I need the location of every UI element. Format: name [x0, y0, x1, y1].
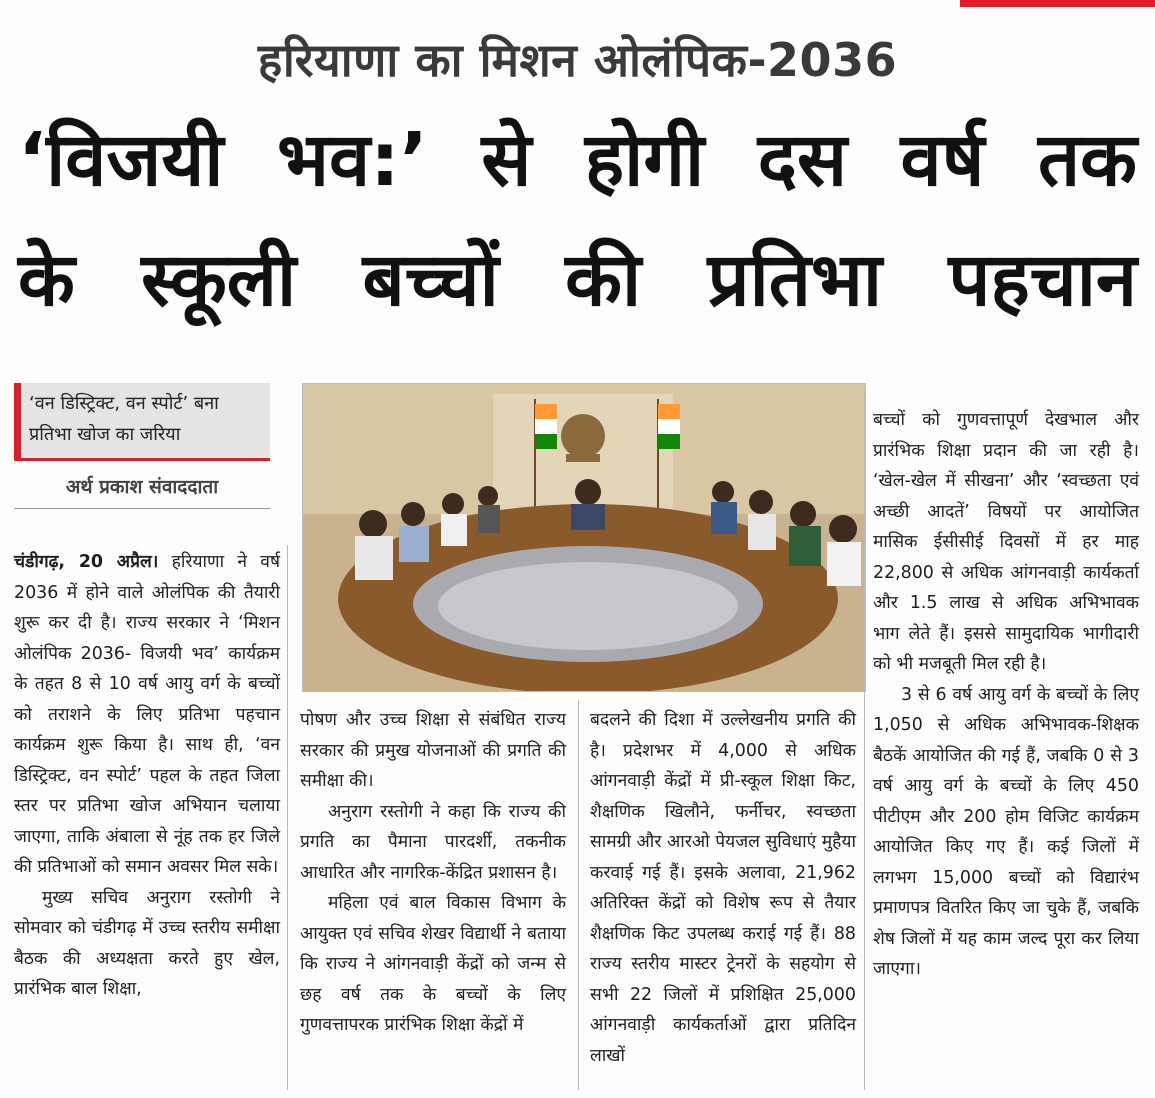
headline-line-2: के स्कूली बच्चों की प्रतिभा पहचान	[18, 237, 1137, 323]
article-text: हरियाणा ने वर्ष 2036 में होने वाले ओलंपिक की तैयारी शुरू कर दी है। राज्य सरकार ने ‘मिशन ओलंपिक 2036- विजयी भव’ कार्यक्रम के तहत 8 से 10 वर्ष आयु वर्ग के बच्चों को तराशने के लिए प्रतिभा पहचान कार्यक्रम शुरू किया है। साथ ही, ‘वन डिस्ट्रिक्ट, वन स्पोर्ट’ पहल के तहत जिला स्तर पर प्रतिभा खोज अभियान चलाया जाएगा, ताकि अंबाला से नूंह तक हर जिले की प्रतिभाओं को समान अवसर मिल सके।	[14, 552, 280, 877]
main-headline	[18, 100, 1137, 340]
article-paragraph: महिला एवं बाल विकास विभाग के आयुक्त एवं सचिव शेखर विद्यार्थी ने बताया कि राज्य ने आंगनवाड़ी केंद्रों को जन्म से छह वर्ष तक के बच्चों के लिए गुणवत्तापरक प्रारंभिक शिक्षा केंद्रों में	[300, 893, 566, 1035]
article-column-4	[873, 405, 1139, 1095]
byline-divider	[14, 508, 270, 509]
article-column-2	[300, 705, 566, 1090]
subhead-callout: ‘वन डिस्ट्रिक्ट, वन स्पोर्ट’ बना प्रतिभा खोज का जरिया	[14, 383, 270, 458]
column-rule-1	[287, 545, 288, 1090]
headline-line-1: ‘विजयी भव:’ से होगी दस वर्ष तक	[18, 117, 1137, 203]
column-rule-2	[578, 700, 579, 1090]
article-paragraph: पोषण और उच्च शिक्षा से संबंधित राज्य सरकार की प्रमुख योजनाओं की प्रगति की समीक्षा की।	[300, 710, 566, 791]
article-paragraph: 3 से 6 वर्ष आयु वर्ग के बच्चों के लिए 1,050 से अधिक अभिभावक-शिक्षक बैठकें आयोजित की गई हैं, जबकि 0 से 3 वर्ष आयु वर्ग के बच्चों के लिए 450 पीटीएम और 200 होम विजिट कार्यक्रम आयोजित किए गए हैं। कई जिलों में लगभग 15,000 बच्चों को विद्यारंभ प्रमाणपत्र वितरित किए जा चुके हैं, जबकि शेष जिलों में यह काम जल्द पूरा कर लिया जाएगा।	[873, 684, 1139, 979]
article-column-3	[590, 705, 856, 1090]
dateline: चंडीगढ़, 20 अप्रैल।	[14, 552, 159, 572]
article-paragraph: मुख्य सचिव अनुराग रस्तोगी ने सोमवार को चंडीगढ़ में उच्च स्तरीय समीक्षा बैठक की अध्यक्षता करते हुए खेल, प्रारंभिक बाल शिक्षा,	[14, 887, 280, 999]
article-paragraph: बदलने की दिशा में उल्लेखनीय प्रगति की है। प्रदेशभर में 4,000 से अधिक आंगनवाड़ी केंद्रों में प्री-स्कूल शिक्षा किट, शैक्षणिक खिलौने, फर्नीचर, स्वच्छता सामग्री और आरओ पेयजल सुविधाएं मुहैया करवाई गई हैं। इसके अलावा, 21,962 अतिरिक्त केंद्रों को विशेष रूप से तैयार शैक्षणिक किट उपलब्ध कराई गई हैं। 88 राज्य स्तरीय मास्टर ट्रेनरों के सहयोग से सभी 22 जिलों में प्रशिक्षित 25,000 आंगनवाड़ी कार्यकर्ताओं द्वारा प्रतिदिन लाखों	[590, 710, 856, 1066]
article-paragraph: बच्चों को गुणवत्तापूर्ण देखभाल और प्रारंभिक शिक्षा प्रदान की जा रही है। ‘खेल-खेल में सीखना’ और ‘स्वच्छता एवं अच्छी आदतें’ विषयों पर आयोजित मासिक ईसीसीई दिवसों में हर माह 22,800 से अधिक आंगनवाड़ी कार्यकर्ता और 1.5 लाख से अधिक अभिभावक भाग लेते हैं। इससे सामुदायिक भागीदारी को भी मजबूती मिल रही है।	[873, 410, 1139, 674]
article-paragraph: अनुराग रस्तोगी ने कहा कि राज्य की प्रगति का पैमाना पारदर्शी, तकनीक आधारित और नागरिक-केंद्रित प्रशासन है।	[300, 801, 566, 883]
kicker-headline: हरियाणा का मिशन ओलंपिक-2036	[257, 33, 898, 87]
article-paragraph	[14, 547, 280, 883]
article-column-1	[14, 547, 280, 1092]
meeting-photo	[302, 383, 866, 692]
page-corner-tag	[960, 0, 1155, 7]
column-rule-3	[864, 390, 865, 1090]
byline: अर्थ प्रकाश संवाददाता	[65, 476, 219, 498]
